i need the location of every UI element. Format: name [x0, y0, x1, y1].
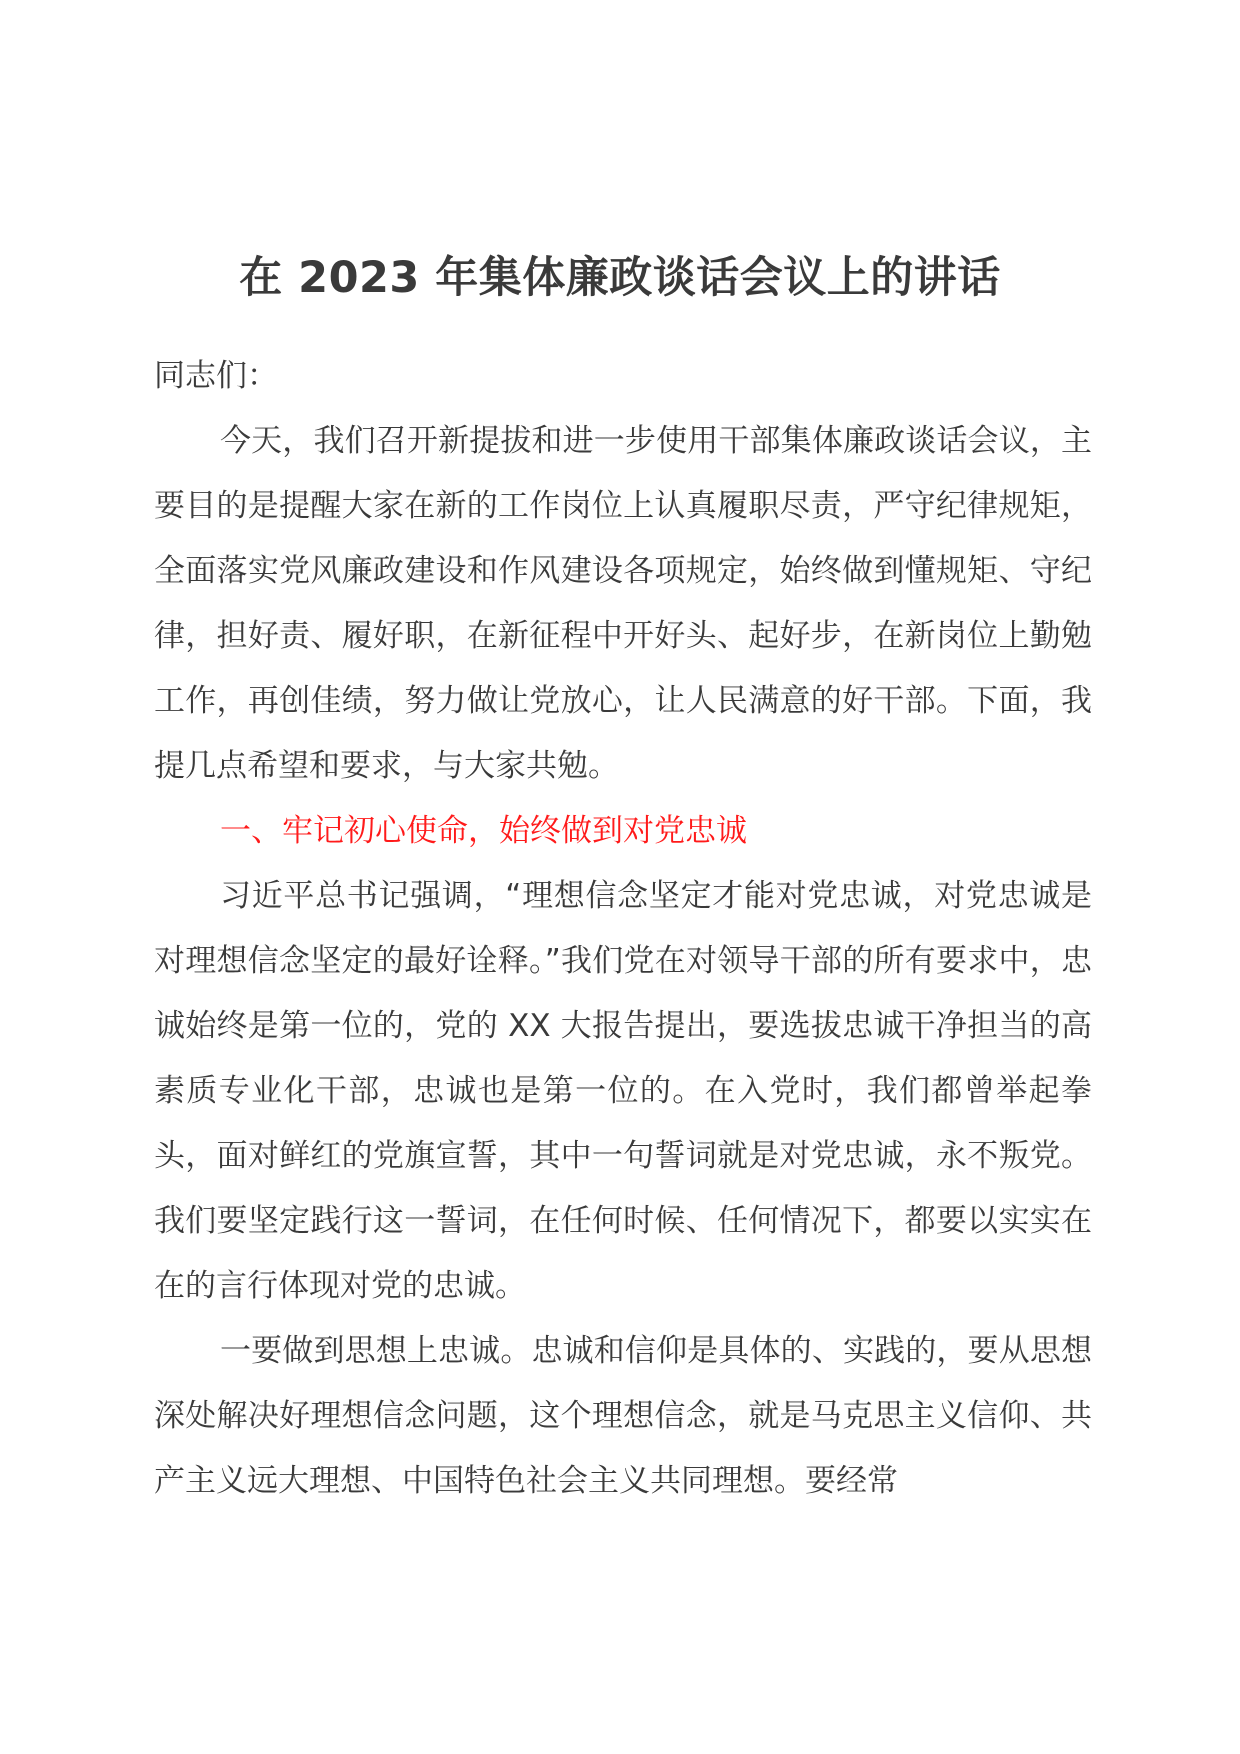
salutation: 同志们：: [154, 358, 278, 394]
intro-paragraph: 今天，我们召开新提拔和进一步使用干部集体廉政谈话会议，主要目的是提醒大家在新的工作岗位上认真履职尽责，严守纪律规矩，全面落实党风廉政建设和作风建设各项规定，始终做到懂规矩、守纪律，担好责、履好职，在新征程中开好头、起好步，在新岗位上勤勉工作，再创佳绩，努力做让党放心，让人民满意的好干部。下面，我提几点希望和要求，与大家共勉。: [154, 423, 1092, 784]
document-body: [154, 344, 1092, 1514]
section-paragraph: 一要做到思想上忠诚。忠诚和信仰是具体的、实践的，要从思想深处解决好理想信念问题，这个理想信念，就是马克思主义信仰、共产主义远大理想、中国特色社会主义共同理想。要经常: [154, 1333, 1092, 1499]
section-paragraph: 习近平总书记强调，“理想信念坚定才能对党忠诚，对党忠诚是对理想信念坚定的最好诠释。”我们党在对领导干部的所有要求中，忠诚始终是第一位的，党的 XX 大报告提出，要选拔忠诚干净担当的高素质专业化干部，忠诚也是第一位的。在入党时，我们都曾举起拳头，面对鲜红的党旗宣誓，其中一句誓词就是对党忠诚，永不叛党。我们要坚定践行这一誓词，在任何时候、任何情况下，都要以实实在在的言行体现对党的忠诚。: [154, 878, 1092, 1304]
section-heading: 一、牢记初心使命，始终做到对党忠诚: [220, 813, 747, 849]
document-title: 在 2023 年集体廉政谈话会议上的讲话: [239, 253, 1001, 303]
